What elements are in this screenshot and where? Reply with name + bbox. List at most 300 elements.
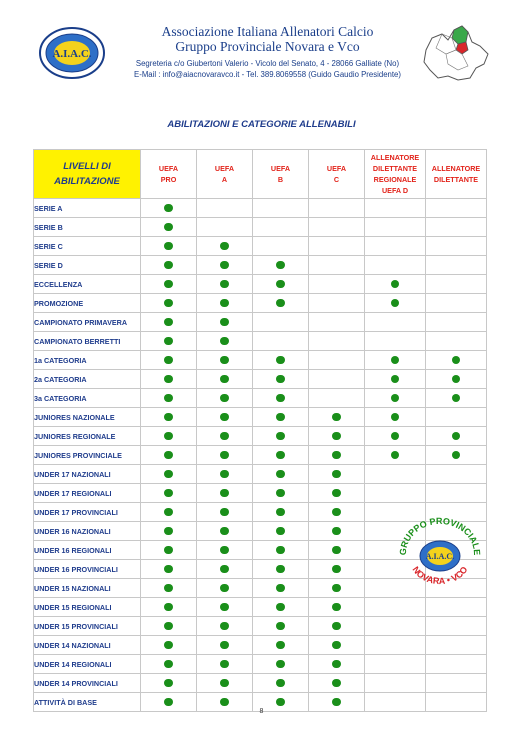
check-dot-icon bbox=[220, 280, 229, 289]
check-dot-icon bbox=[276, 356, 285, 365]
corner-header bbox=[34, 150, 141, 199]
table-cell bbox=[309, 503, 365, 522]
table-cell bbox=[309, 256, 365, 275]
table-row bbox=[34, 237, 487, 256]
table-cell bbox=[253, 465, 309, 484]
check-dot-icon bbox=[276, 261, 285, 270]
table-cell bbox=[141, 294, 197, 313]
table-cell bbox=[309, 218, 365, 237]
table-cell bbox=[253, 579, 309, 598]
table-cell bbox=[365, 218, 426, 237]
table-cell bbox=[141, 674, 197, 693]
table-cell bbox=[197, 332, 253, 351]
table-cell bbox=[197, 598, 253, 617]
row-label: JUNIORES NAZIONALE bbox=[34, 408, 141, 427]
table-cell bbox=[253, 617, 309, 636]
table-cell bbox=[197, 408, 253, 427]
check-dot-icon bbox=[391, 356, 400, 365]
table-row bbox=[34, 655, 487, 674]
col-header-line: ALLENATORE bbox=[431, 164, 481, 173]
table-cell bbox=[365, 275, 426, 294]
check-dot-icon bbox=[164, 318, 173, 327]
table-cell bbox=[197, 674, 253, 693]
table-cell bbox=[197, 218, 253, 237]
table-cell bbox=[253, 503, 309, 522]
table-cell bbox=[309, 560, 365, 579]
table-cell bbox=[253, 655, 309, 674]
table-row bbox=[34, 313, 487, 332]
table-cell bbox=[253, 541, 309, 560]
table-cell bbox=[141, 560, 197, 579]
stamp-bottom-text: NOVARA • VCO bbox=[410, 564, 470, 586]
row-label: UNDER 16 REGIONALI bbox=[34, 541, 141, 560]
table-cell bbox=[253, 237, 309, 256]
contacts-line: E-Mail : info@aiacnovaravco.it - Tel. 389.8069558 (Guido Gaudio Presidente) bbox=[134, 70, 401, 79]
table-cell bbox=[309, 408, 365, 427]
table-cell bbox=[426, 636, 487, 655]
check-dot-icon bbox=[276, 432, 285, 441]
table-cell bbox=[197, 313, 253, 332]
table-cell bbox=[309, 351, 365, 370]
table-cell bbox=[426, 256, 487, 275]
table-cell bbox=[253, 484, 309, 503]
col-header-line: UEFA D bbox=[381, 186, 409, 195]
check-dot-icon bbox=[332, 584, 341, 593]
check-dot-icon bbox=[276, 546, 285, 555]
check-dot-icon bbox=[220, 451, 229, 460]
row-label: UNDER 16 NAZIONALI bbox=[34, 522, 141, 541]
row-label: UNDER 15 NAZIONALI bbox=[34, 579, 141, 598]
table-cell bbox=[365, 446, 426, 465]
check-dot-icon bbox=[332, 660, 341, 669]
table-cell bbox=[426, 465, 487, 484]
document-title: ABILITAZIONI E CATEGORIE ALLENABILI bbox=[167, 119, 356, 130]
corner-line-1: LIVELLI DI bbox=[63, 161, 111, 172]
table-cell bbox=[197, 237, 253, 256]
check-dot-icon bbox=[164, 584, 173, 593]
table-cell bbox=[365, 237, 426, 256]
check-dot-icon bbox=[332, 508, 341, 517]
table-row bbox=[34, 256, 487, 275]
check-dot-icon bbox=[276, 622, 285, 631]
col-header-uefa-pro bbox=[141, 150, 197, 199]
col-header-line: DILETTANTE bbox=[433, 175, 479, 184]
table-cell bbox=[253, 522, 309, 541]
check-dot-icon bbox=[391, 413, 400, 422]
check-dot-icon bbox=[452, 394, 461, 403]
row-label: SERIE B bbox=[34, 218, 141, 237]
table-cell bbox=[197, 541, 253, 560]
check-dot-icon bbox=[332, 698, 341, 707]
check-dot-icon bbox=[452, 432, 461, 441]
col-header-uefa-a bbox=[197, 150, 253, 199]
table-cell bbox=[141, 598, 197, 617]
check-dot-icon bbox=[276, 451, 285, 460]
table-cell bbox=[197, 389, 253, 408]
table-cell bbox=[309, 541, 365, 560]
table-cell bbox=[253, 275, 309, 294]
table-cell bbox=[197, 655, 253, 674]
table-cell bbox=[426, 389, 487, 408]
table-cell bbox=[365, 332, 426, 351]
check-dot-icon bbox=[164, 622, 173, 631]
table-cell bbox=[253, 389, 309, 408]
row-label: UNDER 17 REGIONALI bbox=[34, 484, 141, 503]
table-cell bbox=[365, 655, 426, 674]
table-cell bbox=[309, 446, 365, 465]
check-dot-icon bbox=[332, 432, 341, 441]
table-cell bbox=[141, 237, 197, 256]
check-dot-icon bbox=[164, 337, 173, 346]
table-cell bbox=[426, 237, 487, 256]
table-cell bbox=[365, 256, 426, 275]
logo-text: A.I.A.C. bbox=[52, 48, 92, 60]
check-dot-icon bbox=[164, 223, 173, 232]
table-cell bbox=[365, 294, 426, 313]
table-cell bbox=[197, 370, 253, 389]
check-dot-icon bbox=[220, 299, 229, 308]
table-row bbox=[34, 275, 487, 294]
table-cell bbox=[141, 256, 197, 275]
check-dot-icon bbox=[332, 470, 341, 479]
row-label: UNDER 15 PROVINCIALI bbox=[34, 617, 141, 636]
table-cell bbox=[253, 351, 309, 370]
table-row bbox=[34, 332, 487, 351]
table-cell bbox=[365, 465, 426, 484]
table-row bbox=[34, 218, 487, 237]
check-dot-icon bbox=[391, 299, 400, 308]
check-dot-icon bbox=[332, 413, 341, 422]
table-cell bbox=[197, 446, 253, 465]
table-cell bbox=[309, 199, 365, 218]
table-cell bbox=[197, 294, 253, 313]
check-dot-icon bbox=[164, 698, 173, 707]
table-cell bbox=[197, 256, 253, 275]
corner-line-2: ABILITAZIONE bbox=[54, 176, 120, 187]
check-dot-icon bbox=[391, 451, 400, 460]
table-cell bbox=[253, 199, 309, 218]
check-dot-icon bbox=[164, 280, 173, 289]
check-dot-icon bbox=[332, 679, 341, 688]
table-cell bbox=[141, 275, 197, 294]
row-label: SERIE A bbox=[34, 199, 141, 218]
row-label: 2a CATEGORIA bbox=[34, 370, 141, 389]
table-cell bbox=[141, 446, 197, 465]
table-cell bbox=[426, 275, 487, 294]
check-dot-icon bbox=[276, 394, 285, 403]
row-label: SERIE C bbox=[34, 237, 141, 256]
check-dot-icon bbox=[220, 584, 229, 593]
check-dot-icon bbox=[220, 698, 229, 707]
check-dot-icon bbox=[164, 508, 173, 517]
table-cell bbox=[426, 598, 487, 617]
check-dot-icon bbox=[164, 204, 173, 213]
table-cell bbox=[426, 427, 487, 446]
col-header-line: ALLENATORE bbox=[370, 153, 420, 162]
table-cell bbox=[426, 617, 487, 636]
check-dot-icon bbox=[276, 679, 285, 688]
row-label: UNDER 15 REGIONALI bbox=[34, 598, 141, 617]
table-cell bbox=[197, 617, 253, 636]
table-cell bbox=[365, 370, 426, 389]
table-cell bbox=[309, 275, 365, 294]
table-cell bbox=[309, 617, 365, 636]
check-dot-icon bbox=[220, 622, 229, 631]
check-dot-icon bbox=[220, 413, 229, 422]
row-label: UNDER 16 PROVINCIALI bbox=[34, 560, 141, 579]
table-cell bbox=[365, 674, 426, 693]
address-line: Segreteria c/o Giubertoni Valerio - Vicolo del Senato, 4 - 28066 Galliate (No) bbox=[135, 59, 400, 68]
table-cell bbox=[253, 560, 309, 579]
check-dot-icon bbox=[391, 432, 400, 441]
group-name: Gruppo Provinciale Novara e Vco bbox=[175, 39, 360, 54]
table-cell bbox=[197, 199, 253, 218]
check-dot-icon bbox=[220, 660, 229, 669]
check-dot-icon bbox=[332, 603, 341, 612]
table-cell bbox=[253, 674, 309, 693]
row-label: CAMPIONATO PRIMAVERA bbox=[34, 313, 141, 332]
table-cell bbox=[253, 370, 309, 389]
table-cell bbox=[309, 655, 365, 674]
table-cell bbox=[426, 332, 487, 351]
check-dot-icon bbox=[164, 394, 173, 403]
table-cell bbox=[141, 636, 197, 655]
check-dot-icon bbox=[220, 679, 229, 688]
table-cell bbox=[426, 408, 487, 427]
row-label: UNDER 17 NAZIONALI bbox=[34, 465, 141, 484]
check-dot-icon bbox=[276, 698, 285, 707]
table-cell bbox=[365, 408, 426, 427]
table-cell bbox=[141, 199, 197, 218]
check-dot-icon bbox=[332, 451, 341, 460]
check-dot-icon bbox=[220, 546, 229, 555]
check-dot-icon bbox=[164, 470, 173, 479]
table-cell bbox=[309, 237, 365, 256]
check-dot-icon bbox=[220, 565, 229, 574]
check-dot-icon bbox=[332, 641, 341, 650]
table-cell bbox=[426, 674, 487, 693]
stamp-top-text: GRUPPO PROVINCIALE bbox=[397, 515, 483, 556]
stamp-center-text: A.I.A.C. bbox=[425, 552, 455, 561]
table-cell bbox=[426, 351, 487, 370]
check-dot-icon bbox=[332, 622, 341, 631]
table-cell bbox=[197, 427, 253, 446]
table-row bbox=[34, 408, 487, 427]
table-cell bbox=[141, 427, 197, 446]
table-row bbox=[34, 427, 487, 446]
table-cell bbox=[309, 389, 365, 408]
table-cell bbox=[253, 294, 309, 313]
col-header-line: UEFA bbox=[214, 164, 235, 173]
check-dot-icon bbox=[164, 489, 173, 498]
aiac-stamp bbox=[396, 514, 484, 586]
table-cell bbox=[197, 275, 253, 294]
table-cell bbox=[141, 655, 197, 674]
table-cell bbox=[141, 484, 197, 503]
table-header-row bbox=[34, 150, 487, 199]
check-dot-icon bbox=[391, 280, 400, 289]
row-label: UNDER 14 NAZIONALI bbox=[34, 636, 141, 655]
check-dot-icon bbox=[164, 527, 173, 536]
table-cell bbox=[197, 351, 253, 370]
table-cell bbox=[365, 313, 426, 332]
table-cell bbox=[197, 503, 253, 522]
page-number: 8 bbox=[259, 708, 264, 715]
check-dot-icon bbox=[220, 508, 229, 517]
row-label: UNDER 17 PROVINCIALI bbox=[34, 503, 141, 522]
check-dot-icon bbox=[164, 375, 173, 384]
check-dot-icon bbox=[332, 527, 341, 536]
table-cell bbox=[426, 199, 487, 218]
table-cell bbox=[365, 427, 426, 446]
table-cell bbox=[309, 484, 365, 503]
check-dot-icon bbox=[220, 318, 229, 327]
table-cell bbox=[141, 465, 197, 484]
check-dot-icon bbox=[164, 641, 173, 650]
check-dot-icon bbox=[452, 356, 461, 365]
table-cell bbox=[426, 370, 487, 389]
table-cell bbox=[253, 218, 309, 237]
table-cell bbox=[141, 370, 197, 389]
table-cell bbox=[365, 199, 426, 218]
table-cell bbox=[426, 655, 487, 674]
row-label: SERIE D bbox=[34, 256, 141, 275]
check-dot-icon bbox=[220, 489, 229, 498]
table-cell bbox=[309, 598, 365, 617]
table-cell bbox=[309, 636, 365, 655]
check-dot-icon bbox=[164, 546, 173, 555]
check-dot-icon bbox=[164, 660, 173, 669]
col-header-line: B bbox=[277, 175, 284, 184]
table-cell bbox=[309, 674, 365, 693]
row-label: 1a CATEGORIA bbox=[34, 351, 141, 370]
table-row bbox=[34, 446, 487, 465]
check-dot-icon bbox=[164, 603, 173, 612]
row-label: ATTIVITÀ DI BASE bbox=[34, 693, 141, 712]
table-cell bbox=[253, 408, 309, 427]
table-row bbox=[34, 465, 487, 484]
table-row bbox=[34, 598, 487, 617]
check-dot-icon bbox=[164, 299, 173, 308]
table-row bbox=[34, 617, 487, 636]
check-dot-icon bbox=[276, 299, 285, 308]
check-dot-icon bbox=[276, 508, 285, 517]
table-cell bbox=[365, 598, 426, 617]
col-header-line: UEFA bbox=[270, 164, 291, 173]
check-dot-icon bbox=[391, 375, 400, 384]
table-cell bbox=[253, 427, 309, 446]
table-cell bbox=[253, 332, 309, 351]
table-cell bbox=[253, 636, 309, 655]
table-cell bbox=[197, 636, 253, 655]
table-cell bbox=[426, 313, 487, 332]
col-header-uefa-c bbox=[309, 150, 365, 199]
col-header-line: PRO bbox=[160, 175, 177, 184]
check-dot-icon bbox=[164, 356, 173, 365]
table-row bbox=[34, 389, 487, 408]
check-dot-icon bbox=[276, 641, 285, 650]
check-dot-icon bbox=[276, 375, 285, 384]
table-cell bbox=[253, 256, 309, 275]
check-dot-icon bbox=[220, 527, 229, 536]
table-cell bbox=[309, 294, 365, 313]
row-label: PROMOZIONE bbox=[34, 294, 141, 313]
check-dot-icon bbox=[164, 432, 173, 441]
check-dot-icon bbox=[276, 527, 285, 536]
check-dot-icon bbox=[164, 242, 173, 251]
col-header-line: UEFA bbox=[158, 164, 179, 173]
table-cell bbox=[197, 484, 253, 503]
row-label: ECCELLENZA bbox=[34, 275, 141, 294]
check-dot-icon bbox=[164, 261, 173, 270]
table-cell bbox=[141, 389, 197, 408]
table-cell bbox=[426, 446, 487, 465]
row-label: 3a CATEGORIA bbox=[34, 389, 141, 408]
table-cell bbox=[309, 427, 365, 446]
aiac-logo bbox=[38, 26, 106, 80]
table-cell bbox=[141, 218, 197, 237]
table-cell bbox=[365, 351, 426, 370]
qualifications-table bbox=[33, 149, 487, 712]
table-cell bbox=[365, 484, 426, 503]
check-dot-icon bbox=[276, 413, 285, 422]
check-dot-icon bbox=[452, 451, 461, 460]
row-label: JUNIORES PROVINCIALE bbox=[34, 446, 141, 465]
table-cell bbox=[309, 370, 365, 389]
check-dot-icon bbox=[276, 584, 285, 593]
check-dot-icon bbox=[332, 489, 341, 498]
table-cell bbox=[309, 522, 365, 541]
table-row bbox=[34, 199, 487, 218]
table-body bbox=[34, 199, 487, 712]
table-cell bbox=[141, 351, 197, 370]
table-cell bbox=[197, 522, 253, 541]
check-dot-icon bbox=[332, 565, 341, 574]
col-header-allenatore-dilettante bbox=[426, 150, 487, 199]
table-cell bbox=[141, 332, 197, 351]
table-cell bbox=[141, 579, 197, 598]
table-cell bbox=[141, 313, 197, 332]
table-cell bbox=[426, 484, 487, 503]
row-label: UNDER 14 PROVINCIALI bbox=[34, 674, 141, 693]
table-cell bbox=[365, 636, 426, 655]
check-dot-icon bbox=[391, 394, 400, 403]
check-dot-icon bbox=[220, 261, 229, 270]
check-dot-icon bbox=[220, 603, 229, 612]
table-cell bbox=[309, 579, 365, 598]
check-dot-icon bbox=[332, 546, 341, 555]
check-dot-icon bbox=[220, 375, 229, 384]
table-row bbox=[34, 370, 487, 389]
check-dot-icon bbox=[276, 565, 285, 574]
table-cell bbox=[309, 465, 365, 484]
col-header-line: DILETTANTE bbox=[372, 164, 418, 173]
table-cell bbox=[365, 617, 426, 636]
table-cell bbox=[141, 541, 197, 560]
table-cell bbox=[253, 313, 309, 332]
table-cell bbox=[365, 389, 426, 408]
check-dot-icon bbox=[220, 337, 229, 346]
check-dot-icon bbox=[164, 565, 173, 574]
check-dot-icon bbox=[220, 470, 229, 479]
table-cell bbox=[141, 522, 197, 541]
check-dot-icon bbox=[276, 489, 285, 498]
table-cell bbox=[141, 617, 197, 636]
table-cell bbox=[309, 332, 365, 351]
piemonte-map-icon bbox=[418, 20, 498, 84]
col-header-line: A bbox=[221, 175, 228, 184]
table-cell bbox=[309, 313, 365, 332]
